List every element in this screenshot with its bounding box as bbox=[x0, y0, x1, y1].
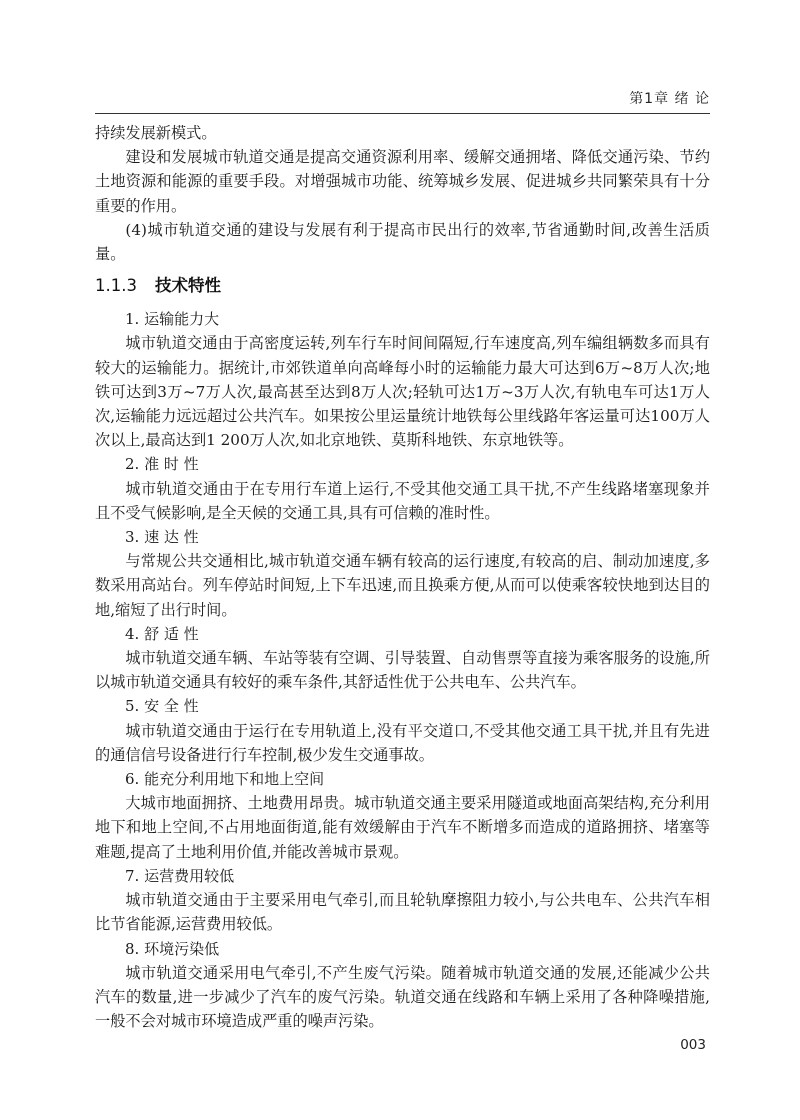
intro-point-4: (4)城市轨道交通的建设与发展有利于提高市民出行的效率,节省通勤时间,改善生活质量。 bbox=[95, 220, 710, 264]
item-heading: 5. 安 全 性 bbox=[125, 697, 199, 716]
item-text: 城市轨道交通由于在专用行车道上运行,不受其他交通工具干扰,不产生线路堵塞现象并且不受气候影响,是全天候的交通工具,具有可信赖的准时性。 bbox=[95, 479, 710, 522]
intro-continuation: 持续发展新模式。 bbox=[95, 124, 217, 142]
item-text: 城市轨道交通由于主要采用电气牵引,而且轮轨摩擦阻力较小,与公共电车、公共汽车相比节省能源,运营费用较低。 bbox=[95, 891, 710, 934]
running-header bbox=[95, 88, 710, 112]
section-title: 技术特性 bbox=[154, 276, 221, 296]
item-text: 城市轨道交通由于运行在专用轨道上,没有平交道口,不受其他交通工具干扰,并且有先进的通信信号设备进行行车控制,极少发生交通事故。 bbox=[95, 721, 710, 764]
item-text: 大城市地面拥挤、土地费用昂贵。城市轨道交通主要采用隧道或地面高架结构,充分利用地下和地上空间,不占用地面街道,能有效缓解由于汽车不断增多而造成的道路拥挤、堵塞等难题,提高了土地利用价值,并能改善城市景观。 bbox=[95, 794, 710, 861]
item-text: 城市轨道交通由于高密度运转,列车行车时间间隔短,行车速度高,列车编组辆数多而具有较大的运输能力。据统计,市郊铁道单向高峰每小时的运输能力最大可达到6万~8万人次;地铁可达到3万~7万人次,最高甚至达到8万人次;轻轨可达1万~3万人次,有轨电车可达1万人次,运输能力远远超过公共汽车。如果按公里运量统计地铁每公里线路年客运量可达100万人次以上,最高达到1 200万人次,如北京地铁、莫斯科地铁、东京地铁等。 bbox=[95, 334, 710, 450]
item-heading: 6. 能充分利用地下和地上空间 bbox=[125, 770, 325, 789]
intro-paragraph: 建设和发展城市轨道交通是提高交通资源利用率、缓解交通拥堵、降低交通污染、节约土地资源和能源的重要手段。对增强城市功能、统筹城乡发展、促进城乡共同繁荣具有十分重要的作用。 bbox=[95, 148, 710, 215]
item-heading: 1. 运输能力大 bbox=[125, 310, 220, 329]
item-text: 城市轨道交通采用电气牵引,不产生废气污染。随着城市轨道交通的发展,还能减少公共汽车的数量,进一步减少了汽车的废气污染。轨道交通在线路和车辆上采用了各种降噪措施,一般不会对城市环境造成严重的噪声污染。 bbox=[95, 963, 710, 1031]
page-number: 003 bbox=[680, 1037, 706, 1053]
page-body bbox=[95, 121, 710, 1033]
item-heading: 2. 准 时 性 bbox=[125, 455, 199, 474]
section-number: 1.1.3 bbox=[95, 276, 137, 296]
item-heading: 3. 速 达 性 bbox=[125, 528, 199, 547]
item-text: 城市轨道交通车辆、车站等装有空调、引导装置、自动售票等直接为乘客服务的设施,所以城市轨道交通具有较好的乘车条件,其舒适性优于公共电车、公共汽车。 bbox=[95, 649, 710, 692]
chapter-title: 第1章 绪 论 bbox=[629, 91, 710, 107]
header-rule bbox=[95, 113, 710, 114]
item-heading: 7. 运营费用较低 bbox=[125, 866, 235, 885]
item-heading: 4. 舒 适 性 bbox=[125, 624, 199, 643]
item-heading: 8. 环境污染低 bbox=[125, 939, 220, 958]
section-heading bbox=[95, 273, 710, 299]
item-text: 与常规公共交通相比,城市轨道交通车辆有较高的运行速度,有较高的启、制动加速度,多数采用高站台。列车停站时间短,上下车迅速,而且换乘方便,从而可以使乘客较快地到达目的地,缩短了出行时间。 bbox=[95, 552, 710, 619]
